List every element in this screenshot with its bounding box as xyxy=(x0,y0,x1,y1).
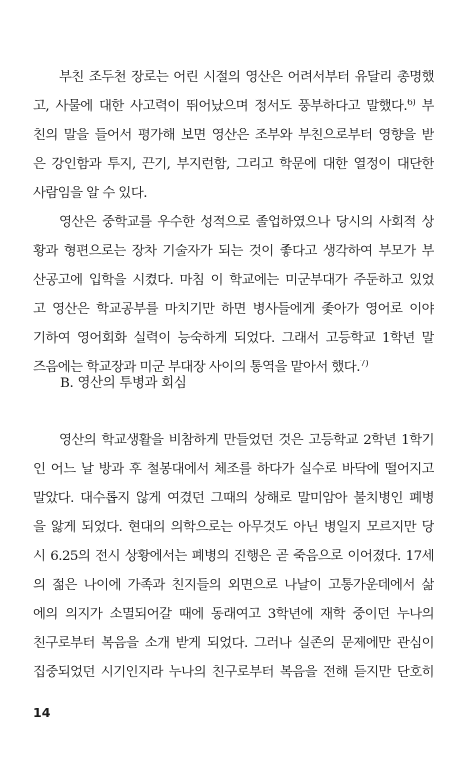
paragraph-3-line-8: 친구로부터 복음을 소개 받게 되었다. 그러나 실존의 문제에만 관심이 xyxy=(33,636,434,651)
paragraph-2-line-4: 고 영산은 학교공부를 마치기만 하면 병사들에게 좇아가 영어로 이야 xyxy=(33,302,434,317)
paragraph-1-line-2-text: 고, 사물에 대한 사고력이 뛰어났으며 정서도 풍부하다고 말했다. xyxy=(33,99,408,114)
footnote-ref-7: 7) xyxy=(359,360,369,369)
paragraph-2-line-5: 기하여 영어회화 실력이 능숙하게 되었다. 그래서 고등학교 1학년 말 xyxy=(33,331,434,346)
paragraph-1-line-3: 친의 말을 들어서 평가해 보면 영산은 조부와 부친으로부터 영향을 받 xyxy=(33,128,434,143)
paragraph-1-line-2 xyxy=(33,99,434,115)
paragraph-3-line-9: 집중되었던 시기인지라 누나의 친구로부터 복음을 전해 듣지만 단호히 xyxy=(33,665,434,680)
section-heading: B. 영산의 투병과 회심 xyxy=(60,376,187,391)
paragraph-3-line-6: 의 젊은 나이에 가족과 친지들의 외면으로 나날이 고통가운데에서 삶 xyxy=(33,578,434,593)
paragraph-3-line-1: 영산의 학교생활을 비참하게 만들었던 것은 고등학교 2학년 1학기 xyxy=(59,433,434,448)
paragraph-2-line-1: 영산은 중학교를 우수한 성적으로 졸업하였으나 당시의 사회적 상 xyxy=(59,215,434,230)
paragraph-1-line-4: 은 강인함과 투지, 끈기, 부지런함, 그리고 학문에 대한 열정이 대단한 xyxy=(33,157,434,172)
paragraph-1-line-1: 부친 조두천 장로는 어린 시절의 영산은 어려서부터 유달리 총명했 xyxy=(59,70,434,85)
paragraph-1-line-2-tail: 부 xyxy=(415,99,434,114)
footnote-ref-6: 6) xyxy=(407,99,416,108)
page-number: 14 xyxy=(33,705,51,720)
paragraph-3-line-2: 인 어느 날 방과 후 철봉대에서 체조를 하다가 실수로 바닥에 떨어지고 xyxy=(33,462,434,477)
paragraph-1-line-5: 사람임을 알 수 있다. xyxy=(33,186,147,201)
paragraph-2-line-3: 산공고에 입학을 시켰다. 마침 이 학교에는 미군부대가 주둔하고 있었 xyxy=(33,273,434,288)
paragraph-3-line-3: 말았다. 대수롭지 않게 여겼던 그때의 상해로 말미암아 불치병인 폐병 xyxy=(33,491,434,506)
paragraph-3-line-7: 에의 의지가 소멸되어갈 때에 동래여고 3학년에 재학 중이던 누나의 xyxy=(33,607,434,622)
paragraph-2-line-6 xyxy=(33,360,434,376)
paragraph-2-line-2: 황과 형편으로는 장차 기술자가 되는 것이 좋다고 생각하여 부모가 부 xyxy=(33,244,434,259)
paragraph-3-line-5: 시 6.25의 전시 상황에서는 폐병의 진행은 곧 죽음으로 이어졌다. 17세 xyxy=(33,549,434,564)
paragraph-3-line-4: 을 앓게 되었다. 현대의 의학으로는 아무것도 아닌 병일지 모르지만 당 xyxy=(33,520,434,535)
paragraph-2-line-6-text: 즈음에는 학교장과 미군 부대장 사이의 통역을 맡아서 했다. xyxy=(33,360,360,375)
